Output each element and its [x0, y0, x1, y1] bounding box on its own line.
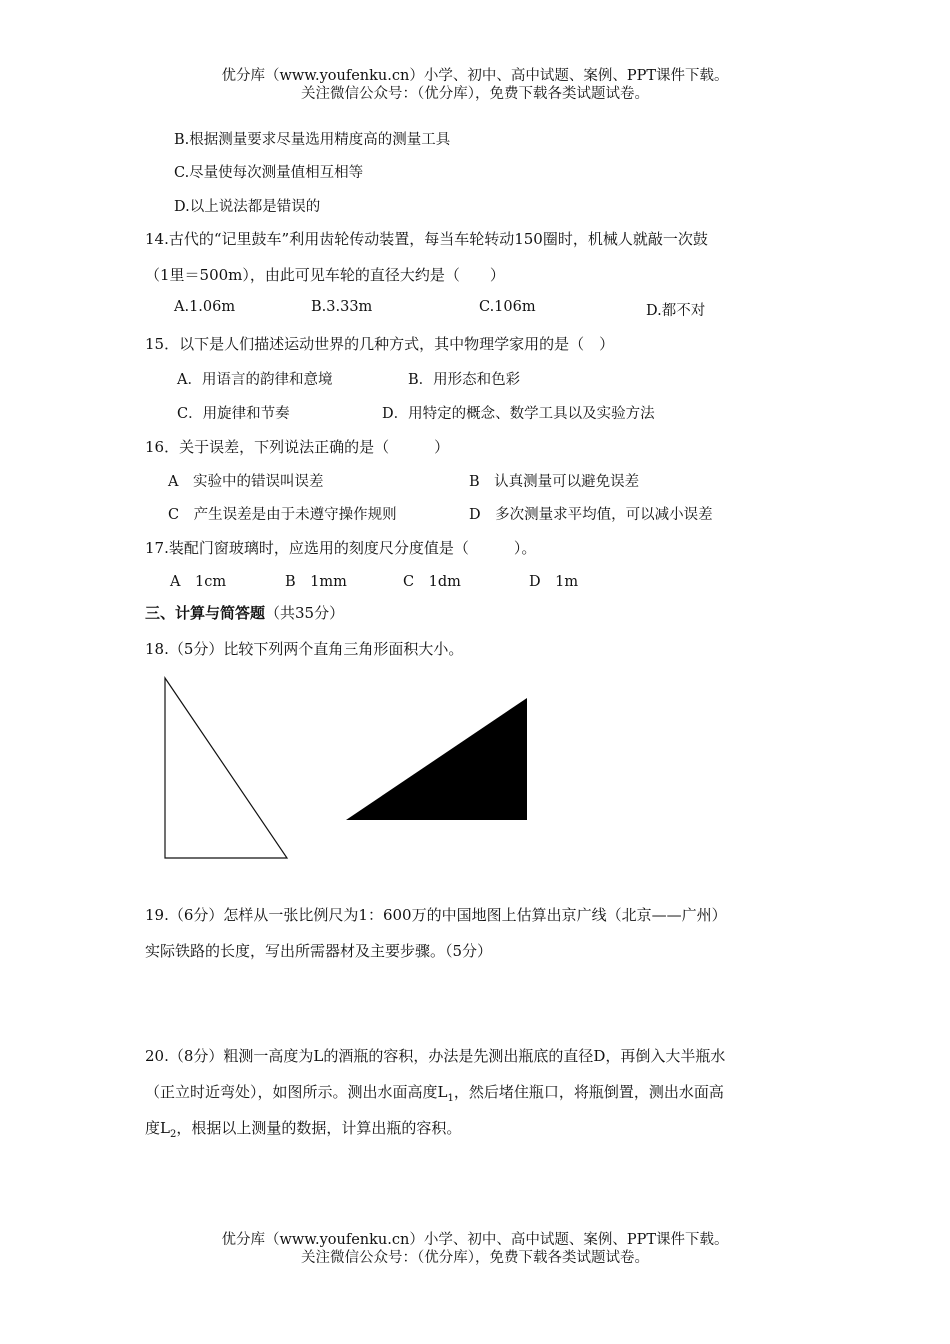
header-line-1: 优分库（www.youfenku.cn）小学、初中、高中试题、案例、PPT课件下载。	[221, 68, 729, 84]
outlined-right-triangle	[165, 678, 287, 858]
q20-stem-line-2a: （正立时近弯处），如图所示。测出水面高度L	[145, 1083, 448, 1101]
q16-option-c: C 产生误差是由于未遵守操作规则	[168, 507, 397, 523]
q15-option-b: B．用形态和色彩	[408, 372, 521, 388]
section-3-title: 三、计算与简答题	[145, 604, 266, 622]
footer-line-2: 关注微信公众号：（优分库），免费下载各类试题试卷。	[301, 1250, 649, 1266]
q15-stem: 15．以下是人们描述运动世界的几种方式，其中物理学家用的是（ ）	[145, 335, 615, 353]
q17-option-d: D 1m	[529, 574, 579, 590]
q13-option-d: D.以上说法都是错误的	[174, 199, 321, 215]
q17-option-b: B 1mm	[285, 574, 347, 590]
subscript-1: 1	[447, 1093, 454, 1104]
q19-stem-line-2: 实际铁路的长度，写出所需器材及主要步骤。（5分）	[145, 942, 493, 960]
filled-right-triangle	[346, 698, 527, 820]
q14-option-a: A.1.06m	[174, 299, 236, 315]
q17-option-a: A 1cm	[170, 574, 227, 590]
q13-option-b: B.根据测量要求尽量选用精度高的测量工具	[174, 132, 451, 148]
q14-stem-line-2: （1里＝500m），由此可见车轮的直径大约是（ ）	[145, 266, 505, 284]
q16-option-b: B 认真测量可以避免误差	[469, 474, 640, 490]
q14-stem-line-1: 14.古代的“记里鼓车”利用齿轮传动装置，每当车轮转动150圈时，机械人就敲一次鼓	[145, 230, 708, 248]
footer-line-1: 优分库（www.youfenku.cn）小学、初中、高中试题、案例、PPT课件下载。	[221, 1232, 729, 1248]
q14-option-c: C.106m	[479, 299, 536, 315]
header-line-2: 关注微信公众号：（优分库），免费下载各类试题试卷。	[301, 86, 649, 102]
q15-option-d: D．用特定的概念、数学工具以及实验方法	[382, 406, 655, 422]
q18-stem: 18.（5分）比较下列两个直角三角形面积大小。	[145, 640, 464, 658]
section-3-score: （共35分）	[265, 604, 345, 622]
q17-stem: 17.装配门窗玻璃时，应选用的刻度尺分度值是（ ）。	[145, 539, 537, 557]
q20-stem-line-2	[145, 1081, 724, 1104]
q20-stem-line-1: 20.（8分）粗测一高度为L的酒瓶的容积，办法是先测出瓶底的直径D，再倒入大半瓶水	[145, 1047, 726, 1065]
q17-option-c: C 1dm	[403, 574, 461, 590]
q15-option-a: A．用语言的韵律和意境	[177, 372, 333, 388]
q13-option-c: C.尽量使每次测量值相互相等	[174, 165, 364, 181]
q20-stem-line-2b: ，然后堵住瓶口，将瓶倒置，测出水面高	[453, 1083, 724, 1101]
q14-option-b: B.3.33m	[311, 299, 373, 315]
q14-option-d: D.都不对	[646, 303, 706, 319]
q20-stem-line-3b: ，根据以上测量的数据，计算出瓶的容积。	[176, 1119, 462, 1137]
q20-stem-line-3	[145, 1117, 461, 1140]
q16-stem: 16．关于误差，下列说法正确的是（ ）	[145, 438, 450, 456]
q20-stem-line-3a: 度L	[145, 1119, 170, 1137]
q16-option-a: A 实验中的错误叫误差	[168, 474, 324, 490]
q15-option-c: C．用旋律和节奏	[177, 406, 290, 422]
q16-option-d: D 多次测量求平均值，可以减小误差	[469, 507, 713, 523]
subscript-2: 2	[169, 1129, 177, 1140]
q19-stem-line-1: 19.（6分）怎样从一张比例尺为1：600万的中国地图上估算出京广线（北京——广州）	[145, 906, 727, 924]
